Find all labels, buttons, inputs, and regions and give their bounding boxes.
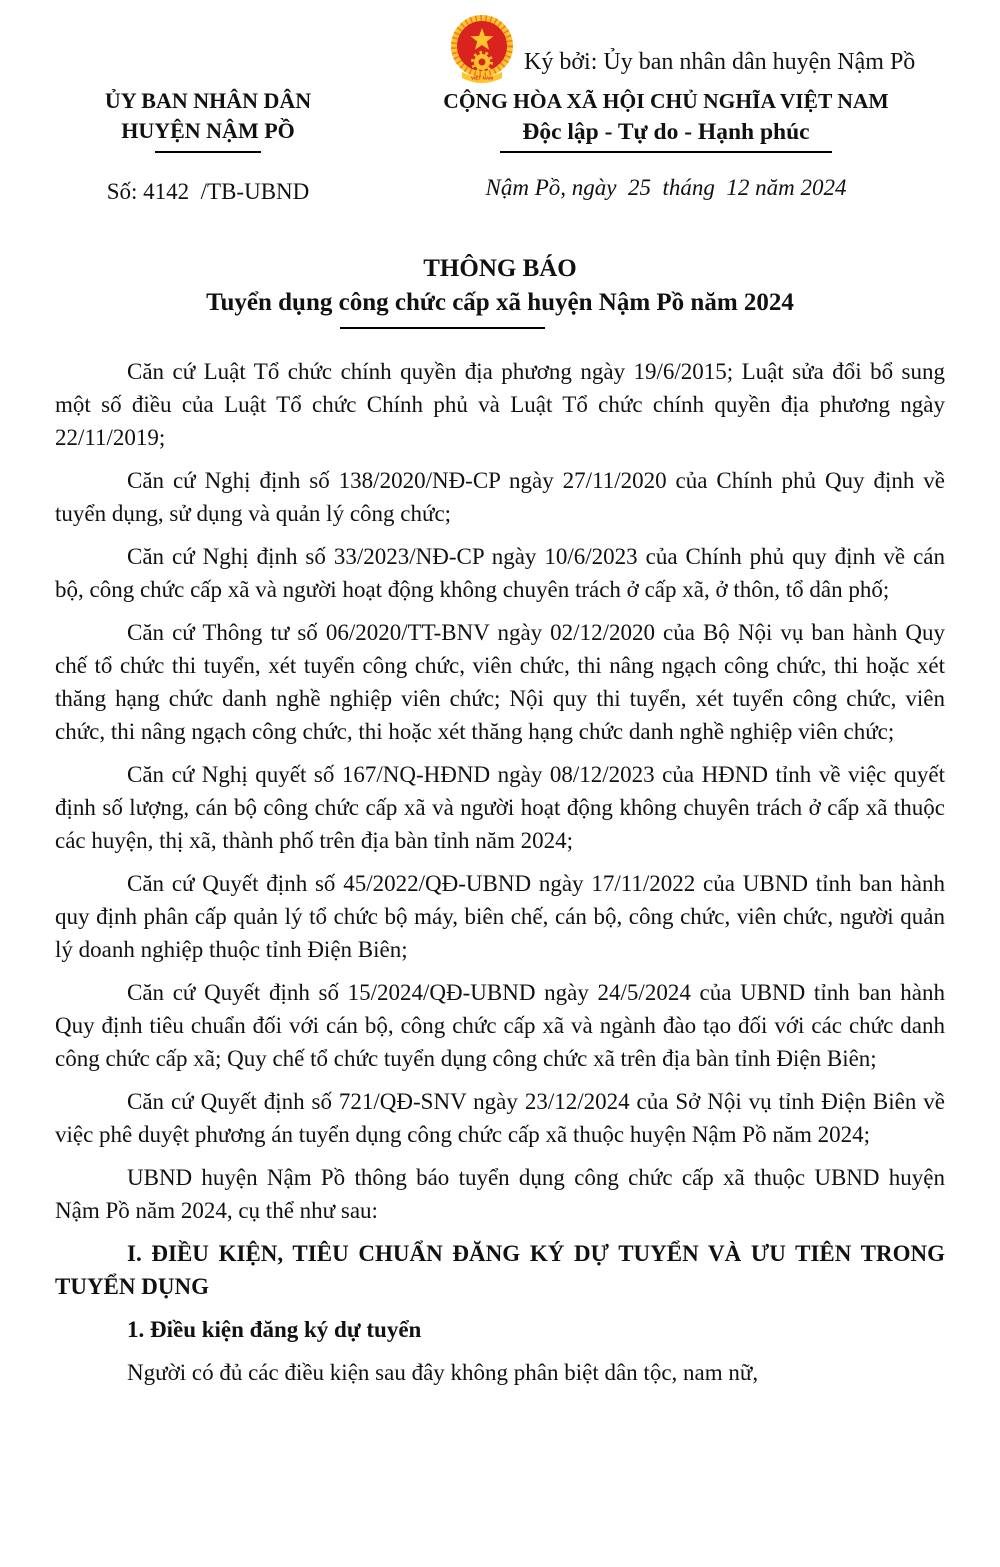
subsection-heading-1: 1. Điều kiện đăng ký dự tuyển <box>127 1317 422 1342</box>
authority-underline <box>155 151 261 153</box>
authority-name-line2: HUYỆN NẬM PỒ <box>121 118 295 143</box>
legal-basis-paragraph-2: Căn cứ Nghị định số 138/2020/NĐ-CP ngày 27/11/2020 của Chính phủ Quy định về tuyển dụng, sử dụng và quản lý công chức; <box>55 468 945 526</box>
issuing-authority-block <box>58 86 358 205</box>
authority-name-line1: ỦY BAN NHÂN DÂN <box>104 88 312 113</box>
place-and-date: Nậm Pồ, ngày 25 tháng 12 năm 2024 <box>485 175 847 200</box>
document-body <box>55 252 945 1399</box>
republic-name: CỘNG HÒA XÃ HỘI CHỦ NGHĨA VIỆT NAM <box>443 89 889 113</box>
motto-underline <box>500 151 832 153</box>
legal-basis-paragraph-5: Căn cứ Nghị quyết số 167/NQ-HĐND ngày 08/12/2023 của HĐND tỉnh về việc quyết định số lượng, cán bộ công chức cấp xã và người hoạt động không chuyên trách ở cấp xã thuộc các huyện, thị xã, thành phố trên địa bàn tỉnh năm 2024; <box>55 762 945 853</box>
motto-line: Độc lập - Tự do - Hạnh phúc <box>522 119 810 145</box>
title-underline <box>340 327 545 329</box>
legal-basis-paragraph-4: Căn cứ Thông tư số 06/2020/TT-BNV ngày 02/12/2020 của Bộ Nội vụ ban hành Quy chế tổ chức thi tuyển, xét tuyển công chức, viên chức, thi nâng ngạch công chức, thi hoặc xét thăng hạng chức danh nghề nghiệp viên chức; Nội quy thi tuyển, xét tuyển công chức, viên chức, thi nâng ngạch công chức, thi hoặc xét thăng hạng chức danh nghề nghiệp viên chức; <box>55 620 945 744</box>
legal-basis-paragraph-6: Căn cứ Quyết định số 45/2022/QĐ-UBND ngày 17/11/2022 của UBND tỉnh ban hành quy định phân cấp quản lý tổ chức bộ máy, biên chế, cán bộ, công chức, viên chức, người quản lý doanh nghiệp thuộc tỉnh Điện Biên; <box>55 871 945 962</box>
document-number: Số: 4142 /TB-UBND <box>106 179 310 204</box>
national-motto-block <box>385 86 947 201</box>
announcement-paragraph: UBND huyện Nậm Pồ thông báo tuyển dụng công chức cấp xã thuộc UBND huyện Nậm Pồ năm 2024, cụ thể như sau: <box>55 1165 945 1223</box>
digital-signature-note: Ký bởi: Ủy ban nhân dân huyện Nậm Pồ <box>524 49 916 75</box>
conditions-intro-paragraph: Người có đủ các điều kiện sau đây không phân biệt dân tộc, nam nữ, <box>127 1360 759 1385</box>
emblem-banner-text: VIỆT NAM <box>471 75 493 81</box>
section-heading-1: I. ĐIỀU KIỆN, TIÊU CHUẨN ĐĂNG KÝ DỰ TUYỂN VÀ ƯU TIÊN TRONG TUYỂN DỤNG <box>55 1241 945 1299</box>
legal-basis-paragraph-8: Căn cứ Quyết định số 721/QĐ-SNV ngày 23/12/2024 của Sở Nội vụ tỉnh Điện Biên về việc phê duyệt phương án tuyển dụng công chức cấp xã thuộc huyện Nậm Pồ năm 2024; <box>55 1089 945 1147</box>
document-title: THÔNG BÁO <box>423 255 577 282</box>
legal-basis-paragraph-1: Căn cứ Luật Tổ chức chính quyền địa phương ngày 19/6/2015; Luật sửa đổi bổ sung một số điều của Luật Tổ chức Chính phủ và Luật Tổ chức chính quyền địa phương ngày 22/11/2019; <box>55 359 945 450</box>
document-subtitle: Tuyển dụng công chức cấp xã huyện Nậm Pồ năm 2024 <box>206 289 794 316</box>
paragraph-list <box>55 355 945 1389</box>
legal-basis-paragraph-3: Căn cứ Nghị định số 33/2023/NĐ-CP ngày 10/6/2023 của Chính phủ quy định về cán bộ, công chức cấp xã và người hoạt động không chuyên trách ở cấp xã, ở thôn, tổ dân phố; <box>55 544 945 602</box>
legal-basis-paragraph-7: Căn cứ Quyết định số 15/2024/QĐ-UBND ngày 24/5/2024 của UBND tỉnh ban hành Quy định tiêu chuẩn đối với cán bộ, công chức cấp xã và ngành đào tạo đối với các chức danh công chức cấp xã; Quy chế tổ chức tuyển dụng công chức xã trên địa bàn tỉnh Điện Biên; <box>55 980 945 1071</box>
vietnam-national-emblem-icon <box>450 12 514 88</box>
